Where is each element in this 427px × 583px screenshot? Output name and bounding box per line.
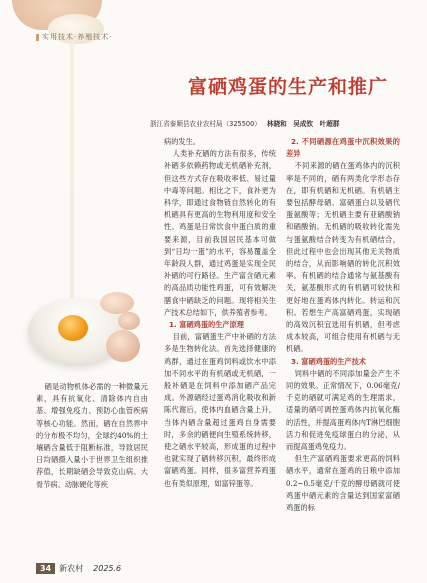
magazine-name: 新农村 bbox=[59, 564, 84, 573]
page-number: 34 bbox=[36, 563, 55, 574]
paragraph: 但生产富硒鸡蛋要求更高的饲料硒水平，通常在蛋鸡的日粮中添加0.2~0.5毫克/千克的酵母硒就可使鸡蛋中硒元素的含量达到国家富硒鸡蛋的标 bbox=[286, 454, 400, 513]
column-middle bbox=[164, 136, 276, 490]
column-left bbox=[36, 381, 148, 491]
paragraph: 不同来源的硒在蛋鸡体内的沉积率是不同的，硒有两类化学形态存在，即有机硒和无机硒。有机硒主要包括酵母硒、富硒蛋白以及硒代蛋氨酸等；无机硒主要有亚硒酸钠和硒酸钠。无机硒的吸收转化需先与蛋氨酸结合转变为有机硒结合，但此过程中也会出现其他无关物质的结合，从而影响硒的转化沉积效率。有机硒的结合通常与氨基酸有关，氨基酸形式的有机硒可较快和更好地在蛋鸡体内转化。转运和沉积。若想生产高富硒鸡蛋，实现硒的高效沉积宜选用有机硒，但考虑成本较高，可组合使用有机硒与无机硒。 bbox=[286, 161, 400, 354]
column-right bbox=[286, 136, 400, 514]
paragraph: 病的发生。 bbox=[164, 137, 200, 146]
egg-photo bbox=[0, 0, 150, 380]
paragraph: 目前，富硒蛋生产中补硒的方法多是生物转化法。首先选择健康的鸡群，通过在蛋鸡饲料或饮水中添加不同水平的有机硒或无机硒，一般补硒是在饲料中添加硒产品完成。外源硒经过蛋鸡消化吸收和新陈代谢后，使体内血硒含量上升，当体内硒含量超过蛋鸡自身需要时，多余的硒便向生殖系统转移，使之硒水平较高，形成蛋的过程中也就实现了硒转移沉积，最终形成富硒鸡蛋。同样，很多富营养鸡蛋也有类似原理，如富锌蛋等。 bbox=[164, 332, 276, 488]
section-heading: 1. 富硒鸡蛋的生产原理 bbox=[169, 320, 244, 330]
tag-bar-icon bbox=[36, 34, 39, 41]
section-tag bbox=[36, 32, 112, 42]
paragraph: 硒是动物机体必需的一种微量元素，具有抗氧化、清除体内自由基、增强免疫力、预防心血管疾病等核心功能。然而，硒在自然界中的分布极不均匀，全球约40%的土壤硒含量低于阻断标准，导致居民日均硒摄入量小于世界卫生组织推荐值，长期缺硒会导致克山病、大骨节病、动脉硬化等疾 bbox=[36, 382, 148, 489]
egg-white-stream-image bbox=[70, 40, 74, 310]
page-footer bbox=[36, 563, 121, 574]
issue-number: 2025.6 bbox=[93, 564, 122, 573]
authors: 林晓和 吴成钦 叶超群 bbox=[266, 120, 340, 128]
article-title: 富硒鸡蛋的生产和推广 bbox=[187, 76, 388, 98]
section-heading: 3. 富硒鸡蛋的生产技术 bbox=[291, 356, 366, 366]
section-heading: 2. 不同硒源在鸡蛋中沉积效果的差异 bbox=[286, 137, 400, 159]
eggshell-half-image bbox=[100, 292, 134, 314]
whole-egg-image bbox=[106, 330, 140, 362]
affiliation: 浙江省泰顺县农业农村局（325500） bbox=[150, 120, 261, 128]
paragraph: 人类补充硒的方法有很多，传统补硒多依赖药物或无机硒补充剂，但这些方式存在吸收率低、易过量中毒等问题。相比之下，食补更为科学，即通过食物链自然转化的有机硒具有更高的生物利用度和安全性。鸡蛋是日常饮食中蛋白质的重要来源，目前我国居民基本可做到“日均一蛋”的水平，容易覆盖全年龄段人群，通过鸡蛋是实现全民补硒的可行路径。生产富含硒元素的高品质功能性鸡蛋，可有效解决膳食中硒缺乏的问题。现将相关生产技术总结如下，供养殖者参考。 bbox=[164, 149, 276, 317]
section-tag-label: 实用技术·养殖技术· bbox=[42, 33, 113, 41]
egg-yolk-image bbox=[58, 315, 88, 341]
eggshell-piece-image bbox=[118, 312, 140, 330]
byline bbox=[150, 118, 422, 128]
paragraph: 饲料中硒的不同添加量会产生不同的效果。正常情况下，0.06毫克/千克的硒就可满足鸡的生理需求，适量的硒可调控蛋鸡体内抗氧化酶的活性，并提高蛋鸡体内T淋巴细胞活力和促进免疫球蛋白的分泌，从而提高蛋鸡免疫力。 bbox=[286, 368, 400, 452]
